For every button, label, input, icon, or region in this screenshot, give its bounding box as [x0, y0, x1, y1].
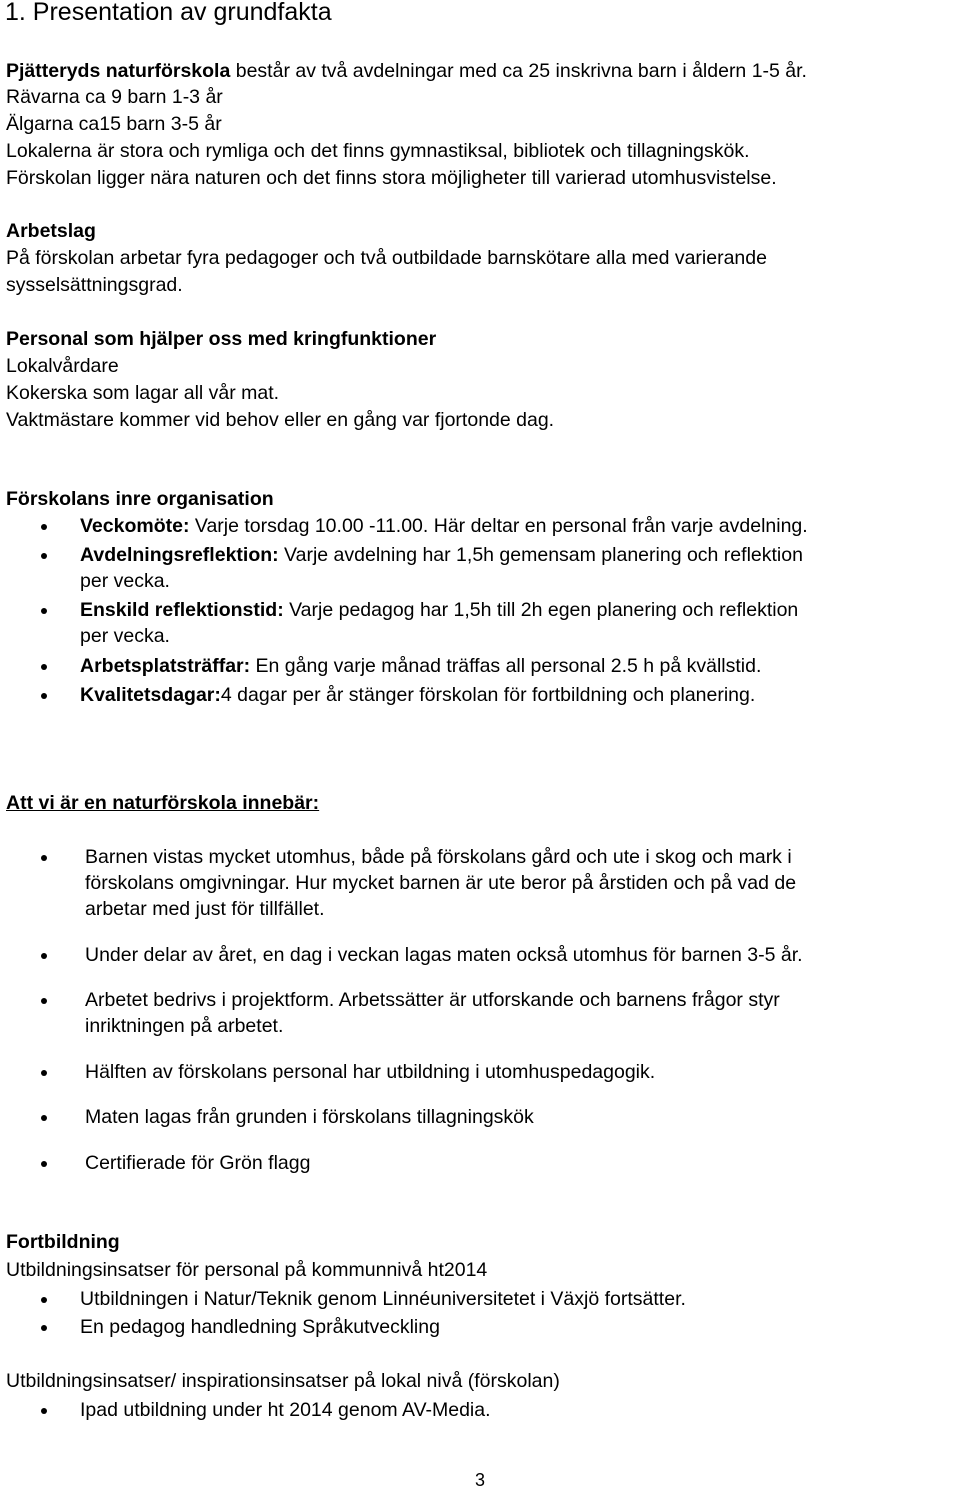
- bullet-icon: [41, 953, 47, 959]
- item-text: Varje pedagog har 1,5h till 2h egen planering och reflektion: [283, 599, 799, 621]
- fortbildning-subheading: Utbildningsinsatser för personal på kommunnivå ht2014: [6, 1259, 488, 1281]
- list-item: [0, 1059, 655, 1085]
- list-item: [0, 987, 780, 1039]
- fortbildning-heading: Fortbildning: [6, 1231, 120, 1253]
- arbetslag-text: På förskolan arbetar fyra pedagoger och två outbildade barnskötare alla med varierande: [6, 247, 767, 269]
- intro-first-line: [6, 58, 807, 84]
- bullet-icon: [41, 1115, 47, 1121]
- page-number: 3: [474, 1470, 485, 1490]
- item-text: En gång varje månad träffas all personal 2.5 h på kvällstid.: [250, 655, 762, 677]
- item-text: Hälften av förskolans personal har utbildning i utomhuspedagogik.: [85, 1061, 656, 1083]
- intro-first-line-text: består av två avdelningar med ca 25 inskrivna barn i åldern 1-5 år.: [230, 60, 807, 82]
- page-title: 1. Presentation av grundfakta: [5, 0, 332, 26]
- item-text: arbetar med just för tillfället.: [85, 898, 325, 920]
- list-item: [0, 653, 761, 679]
- item-text: Certifierade för Grön flagg: [85, 1152, 311, 1174]
- list-item: [0, 942, 803, 968]
- bullet-icon: [41, 998, 47, 1004]
- list-item: [0, 597, 798, 649]
- bullet-icon: [41, 1325, 47, 1331]
- personal-heading: Personal som hjälper oss med kringfunktioner: [6, 328, 437, 350]
- personal-line: Lokalvårdare: [6, 355, 119, 377]
- item-text: 4 dagar per år stänger förskolan för fortbildning och planering.: [220, 684, 756, 706]
- list-item: [0, 513, 808, 539]
- item-text: Barnen vistas mycket utomhus, både på förskolans gård och ute i skog och mark i: [85, 846, 792, 868]
- item-label: Arbetsplatsträffar:: [80, 655, 251, 677]
- item-text: Varje torsdag 10.00 -11.00. Här deltar en personal från varje avdelning.: [189, 515, 808, 537]
- arbetslag-text: sysselsättningsgrad.: [6, 274, 183, 296]
- list-item: [0, 1314, 440, 1340]
- item-text: Ipad utbildning under ht 2014 genom AV-Media.: [80, 1399, 491, 1421]
- item-text: Under delar av året, en dag i veckan lagas maten också utomhus för barnen 3-5 år.: [85, 944, 803, 966]
- bullet-icon: [41, 693, 47, 699]
- list-item: [0, 542, 803, 594]
- item-label: Veckomöte:: [80, 515, 190, 537]
- arbetslag-heading: Arbetslag: [6, 220, 96, 242]
- intro-line: Förskolan ligger nära naturen och det finns stora möjligheter till varierad utomhusvistelse.: [6, 167, 777, 189]
- bullet-icon: [41, 1070, 47, 1076]
- bullet-icon: [41, 1161, 47, 1167]
- bullet-icon: [41, 855, 47, 861]
- list-item: [0, 1150, 310, 1176]
- intro-line: Rävarna ca 9 barn 1-3 år: [6, 86, 223, 108]
- list-item: [0, 1104, 534, 1130]
- bullet-icon: [41, 1408, 47, 1414]
- item-text: En pedagog handledning Språkutveckling: [80, 1316, 440, 1338]
- intro-line: Älgarna ca15 barn 3-5 år: [6, 113, 222, 135]
- personal-line: Vaktmästare kommer vid behov eller en gång var fjortonde dag.: [6, 409, 555, 431]
- organisation-heading: Förskolans inre organisation: [6, 488, 274, 510]
- item-text-continued: per vecka.: [80, 625, 170, 647]
- bullet-icon: [41, 608, 47, 614]
- list-item: [0, 1286, 686, 1312]
- bullet-icon: [41, 1297, 47, 1303]
- item-text: Maten lagas från grunden i förskolans tillagningskök: [85, 1106, 534, 1128]
- list-item: [0, 682, 755, 708]
- item-text: förskolans omgivningar. Hur mycket barnen är ute beror på årstiden och på vad de: [85, 872, 797, 894]
- bullet-icon: [41, 524, 47, 530]
- item-label: Enskild reflektionstid:: [80, 599, 284, 621]
- bullet-icon: [41, 664, 47, 670]
- fortbildning-subheading: Utbildningsinsatser/ inspirationsinsatser på lokal nivå (förskolan): [6, 1370, 560, 1392]
- item-text: Arbetet bedrivs i projektform. Arbetssätter är utforskande och barnens frågor styr: [85, 989, 780, 1011]
- item-text: Utbildningen i Natur/Teknik genom Linnéuniversitetet i Växjö fortsätter.: [80, 1288, 686, 1310]
- list-item: [0, 844, 796, 922]
- preschool-name: Pjätteryds naturförskola: [6, 60, 231, 82]
- list-item: [0, 1397, 491, 1423]
- naturforskola-heading: Att vi är en naturförskola innebär:: [6, 792, 320, 814]
- bullet-icon: [41, 553, 47, 559]
- item-text: Varje avdelning har 1,5h gemensam planering och reflektion: [278, 544, 803, 566]
- item-text-continued: per vecka.: [80, 570, 170, 592]
- intro-line: Lokalerna är stora och rymliga och det finns gymnastiksal, bibliotek och tillagningskök.: [6, 140, 750, 162]
- item-label: Kvalitetsdagar:: [80, 684, 221, 706]
- item-label: Avdelningsreflektion:: [80, 544, 279, 566]
- personal-line: Kokerska som lagar all vår mat.: [6, 382, 280, 404]
- item-text: inriktningen på arbetet.: [85, 1015, 284, 1037]
